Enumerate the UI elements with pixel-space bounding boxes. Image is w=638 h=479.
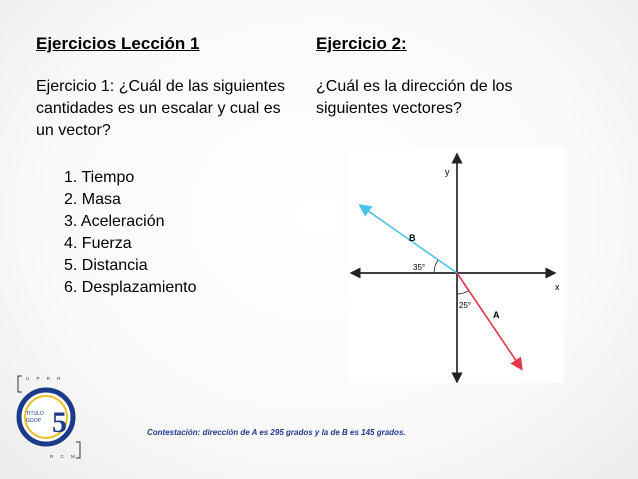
svg-text:TÍTULO: TÍTULO <box>26 411 44 417</box>
list-item: 5. Distancia <box>64 257 148 274</box>
list-item: 2. Masa <box>64 191 121 208</box>
exercise-1-question: Ejercicio 1: ¿Cuál de las siguientes cantidades es un escalar y cual es un vector? <box>36 78 286 139</box>
list-item: 4. Fuerza <box>64 235 132 252</box>
angle-a-label: 25° <box>459 301 472 310</box>
list-item: 3. Aceleración <box>64 213 165 230</box>
vector-diagram <box>349 148 564 383</box>
answer-text: Contestación: dirección de A es 295 grados y la de B es 145 grados. <box>147 428 406 437</box>
y-axis-label: y <box>445 167 450 177</box>
university-logo <box>10 372 88 462</box>
svg-text:GOOP: GOOP <box>26 418 42 424</box>
left-heading: Ejercicios Lección 1 <box>36 34 200 53</box>
svg-text:U P R R: U P R R <box>26 376 64 381</box>
svg-text:5: 5 <box>52 406 67 439</box>
vector-a-label: A <box>493 310 500 320</box>
angle-b-arc <box>434 260 438 273</box>
angle-b-label: 35° <box>413 263 426 272</box>
right-heading: Ejercicio 2: <box>316 34 407 53</box>
vector-a <box>457 273 521 368</box>
exercise-2-question: ¿Cuál es la dirección de los siguientes vectores? <box>316 78 513 117</box>
list-item: 6. Desplazamiento <box>64 279 197 296</box>
angle-a-arc <box>457 291 468 294</box>
x-axis-label: x <box>555 282 560 292</box>
list-item: 1. Tiempo <box>64 169 135 186</box>
quantity-list <box>64 167 197 299</box>
vector-b-label: B <box>409 233 416 243</box>
svg-text:R C M: R C M <box>50 454 78 459</box>
